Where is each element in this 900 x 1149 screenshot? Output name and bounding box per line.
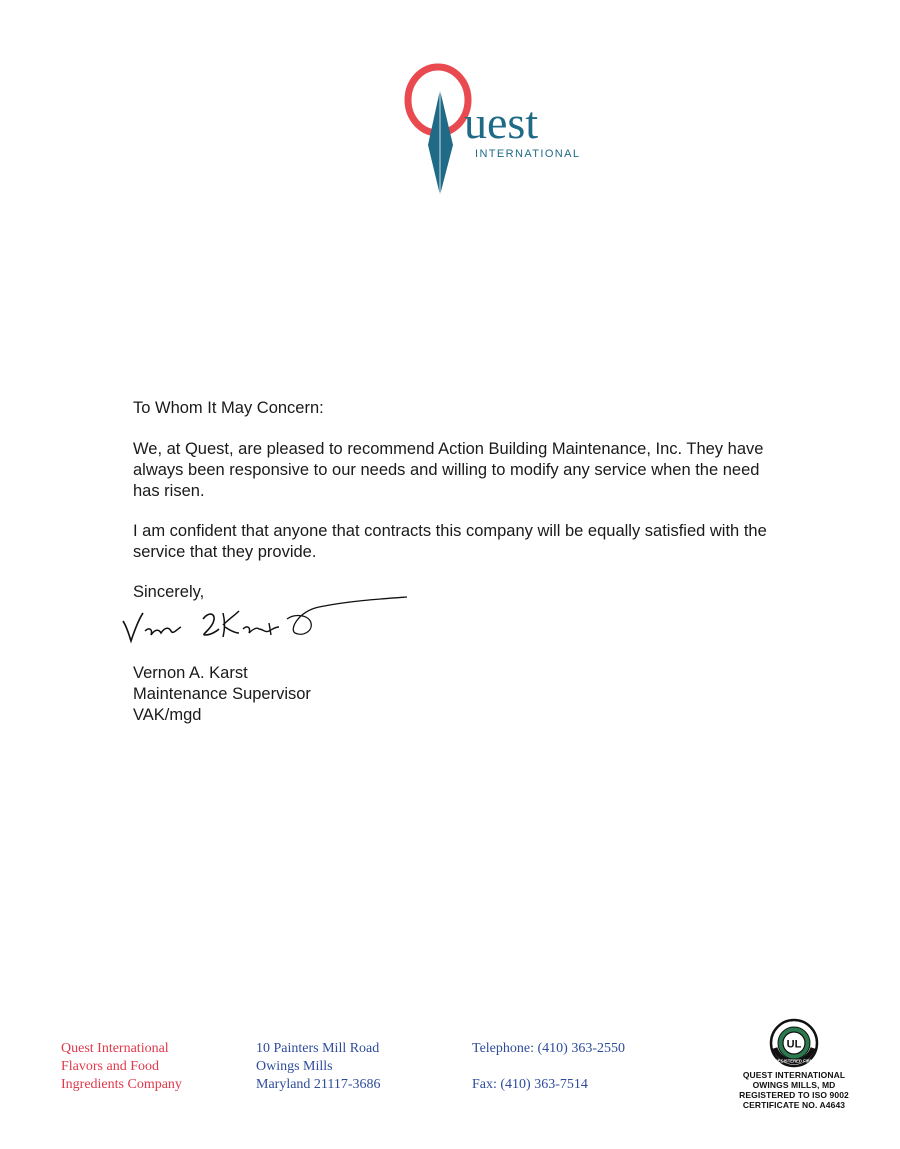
letter-body xyxy=(133,398,773,726)
paragraph-confidence: I am confident that anyone that contracts this company will be equally satisfied with the service that they provide. xyxy=(133,522,767,561)
cert-line: QUEST INTERNATIONAL xyxy=(742,1070,846,1080)
company-line: Quest International xyxy=(61,1041,169,1056)
salutation: To Whom It May Concern: xyxy=(133,399,324,417)
svg-text:UL: UL xyxy=(786,1038,802,1051)
address-line: Owings Mills xyxy=(256,1059,333,1074)
logo-subtitle: INTERNATIONAL xyxy=(475,148,581,160)
cert-line: REGISTERED TO ISO 9002 xyxy=(739,1090,849,1100)
footer-contact xyxy=(472,1040,625,1094)
svg-text:REGISTERED FIRM: REGISTERED FIRM xyxy=(774,1058,814,1064)
company-line: Flavors and Food xyxy=(61,1059,159,1074)
cert-line: OWINGS MILLS, MD xyxy=(752,1080,836,1090)
signer-title: Maintenance Supervisor xyxy=(133,685,311,703)
footer-company xyxy=(61,1040,182,1094)
address-line: 10 Painters Mill Road xyxy=(256,1041,380,1056)
paragraph-recommendation: We, at Quest, are pleased to recommend Action Building Maintenance, Inc. They have always been responsive to our needs and willing to modify any service when the need has risen. xyxy=(133,440,764,500)
ul-registered-firm-icon xyxy=(769,1018,819,1068)
ul-certification xyxy=(724,1018,864,1110)
address-line: Maryland 21117-3686 xyxy=(256,1077,381,1092)
fax: Fax: (410) 363-7514 xyxy=(472,1077,588,1092)
telephone: Telephone: (410) 363-2550 xyxy=(472,1041,625,1056)
signer-name: Vernon A. Karst xyxy=(133,664,248,682)
footer-address xyxy=(256,1040,381,1094)
quest-logo xyxy=(400,60,600,200)
typist-initials: VAK/mgd xyxy=(133,706,202,724)
logo-wordmark: uest xyxy=(464,97,539,148)
handwritten-signature xyxy=(119,603,419,663)
cert-line: CERTIFICATE NO. A4643 xyxy=(742,1100,846,1110)
closing: Sincerely, xyxy=(133,583,205,601)
company-line: Ingredients Company xyxy=(61,1077,182,1092)
